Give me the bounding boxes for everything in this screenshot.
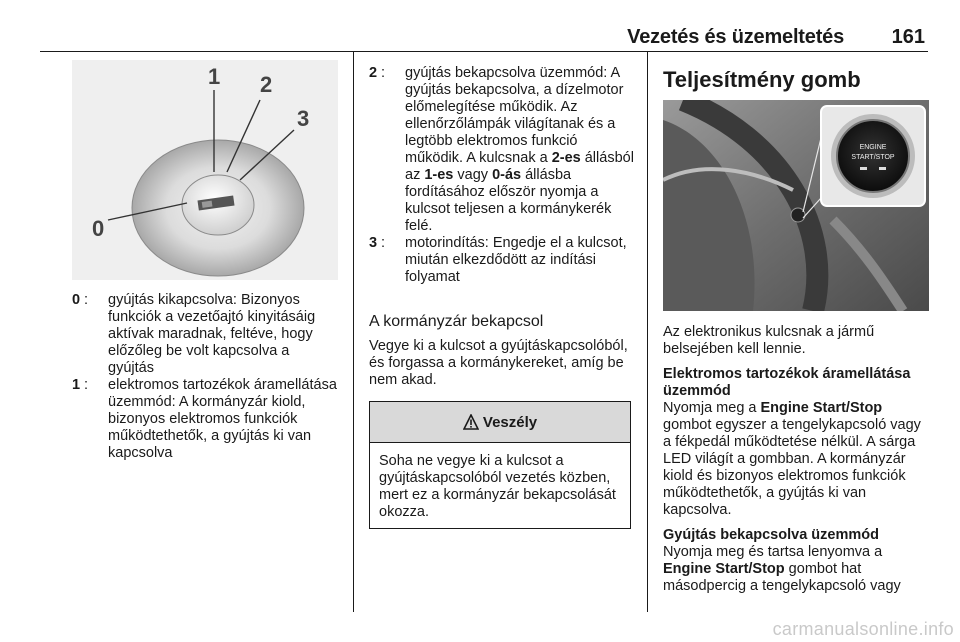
position-2-item: 2 : gyújtás bekapcsolva üzemmód: A gyújtás bekapcsolva, a dízelmotor előmelegítése működik. Az ellenőrzőlámpák világítanak és a legtöbb elektromos funkció működik. A kulcsnak a 2-es állásból az 1-es vagy 0-ás állásba fordításához először nyomja a kulcsot teljesen a kormánykerék felé. (369, 65, 634, 234)
header-title: Vezetés és üzemeltetés (627, 26, 844, 48)
column-divider-1 (353, 52, 354, 612)
ignition-on-para: Nyomja meg és tartsa lenyomva a Engine Start/Stop gombot hat másodpercig a tengelykapcsoló vagy (663, 544, 901, 594)
position-key: 1 (72, 377, 81, 393)
position-text: gyújtás bekapcsolva üzemmód: A gyújtás bekapcsolva, a dízelmotor előmelegítése működik. Az ellenőrzőlámpák világítanak és a legtöbb elektromos funkció működik. A kulcsnak a 2-es állásból az 1-es vagy 0-ás állásba fordításához először nyomja a kulcsot teljesen a kormánykerék felé. (405, 65, 634, 234)
power-button-heading: Teljesítmény gomb (663, 67, 861, 92)
ignition-on-subheading: Gyújtás bekapcsolva üzemmód (663, 527, 879, 543)
accessory-mode-subheading: Elektromos tartozékok áramellátása üzemmód (663, 366, 911, 399)
danger-header (370, 402, 630, 443)
steering-lock-section (369, 313, 635, 389)
accessory-mode-para: Nyomja meg a Engine Start/Stop gombot egyszer a tengelykapcsoló vagy a fékpedál működtetése nélkül. A sárga LED világít a gombban. A kormányzár kiold és bizonyos elektromos funkciók működtethetők, a gyújtás ki van kapcsolva. (663, 400, 921, 518)
fig-label-0: 0 (92, 216, 105, 241)
key-inside-para: Az elektronikus kulcsnak a jármű belsejében kell lennie. (663, 324, 875, 357)
steering-lock-heading: A kormányzár bekapcsol (369, 313, 544, 330)
danger-box (369, 401, 631, 529)
fig-label-1: 1 (208, 64, 221, 89)
fig-label-3: 3 (297, 106, 310, 131)
power-button-text (663, 324, 931, 595)
fig-label-2: 2 (260, 72, 273, 97)
danger-text: Soha ne vegye ki a kulcsot a gyújtáskapcsolóból vezetés közben, mert ez a kormányzár bekapcsolását okozza. (379, 453, 616, 520)
ignition-positions-list-b (369, 65, 635, 286)
position-text: motorindítás: Engedje el a kulcsot, miután elkezdődött az indítási folyamat (405, 235, 627, 285)
page-number: 161 (891, 26, 925, 48)
page-header (0, 0, 960, 52)
position-text: elektromos tartozékok áramellátása üzemmód: A kormányzár kiold, bizonyos elektromos funkciók működtethetők, a gyújtás ki van kapcsolva (108, 377, 337, 461)
ignition-switch-figure (72, 60, 338, 280)
button-label-engine: ENGINE (859, 144, 887, 151)
start-stop-button-figure (663, 100, 929, 311)
watermark: carmanualsonline.info (772, 619, 954, 639)
position-key: 3 (369, 235, 378, 251)
header-rule (40, 51, 928, 52)
warning-triangle-icon (463, 414, 479, 430)
position-text: gyújtás kikapcsolva: Bizonyos funkciók a vezetőajtó kinyitásáig aktívak maradnak, feltéve, hogy előzőleg be volt kapcsolva a gyújtás (108, 292, 316, 376)
steering-lock-para: Vegye ki a kulcsot a gyújtáskapcsolóból, és forgassa a kormánykereket, amíg be nem akad. (369, 338, 628, 388)
position-key: 2 (369, 65, 378, 81)
position-3-item: 3 : motorindítás: Engedje el a kulcsot, miután elkezdődött az indítási folyamat (369, 235, 635, 286)
button-label-start-stop: START/STOP (851, 154, 895, 161)
position-0-item: 0 : gyújtás kikapcsolva: Bizonyos funkciók a vezetőajtó kinyitásáig aktívak maradnak, feltéve, hogy előzőleg be volt kapcsolva a gyújtás (72, 292, 338, 377)
position-key: 0 (72, 292, 81, 308)
ignition-positions-list-a (72, 292, 338, 462)
position-1-item: 1 : elektromos tartozékok áramellátása üzemmód: A kormányzár kiold, bizonyos elektromos funkciók működtethetők, a gyújtás ki van kapcsolva (72, 377, 337, 461)
danger-title: Veszély (482, 413, 538, 431)
column-divider-2 (647, 52, 648, 612)
